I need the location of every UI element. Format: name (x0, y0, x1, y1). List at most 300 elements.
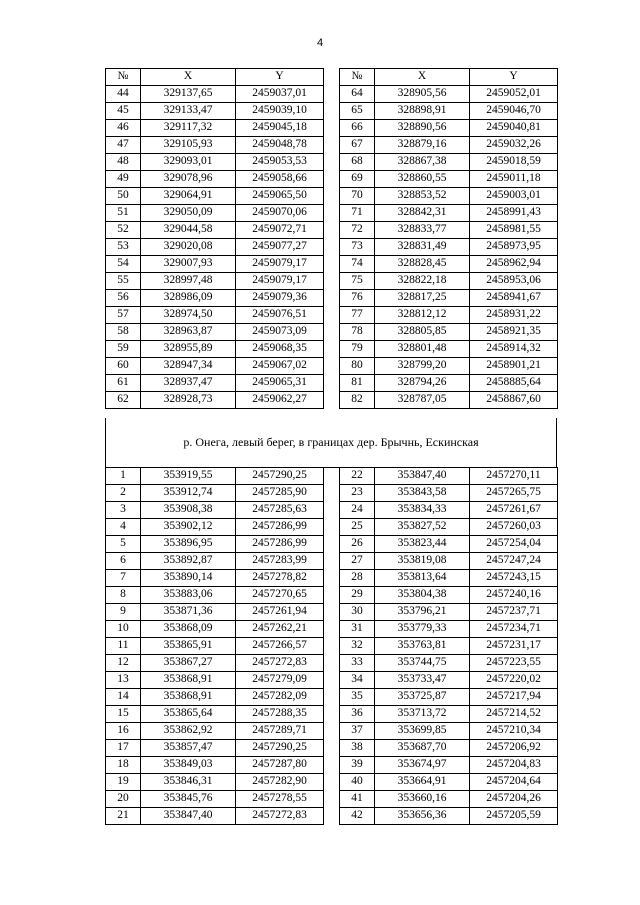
y-coordinate-cell: 2459072,71 (236, 222, 324, 239)
y-coordinate-cell: 2457261,94 (236, 604, 324, 621)
header-row (106, 69, 558, 86)
point-number-cell: 14 (106, 689, 141, 706)
x-coordinate-cell: 328805,85 (375, 324, 470, 341)
x-coordinate-cell: 328890,56 (375, 120, 470, 137)
y-coordinate-cell: 2457272,83 (236, 655, 324, 672)
y-coordinate-cell: 2457287,80 (236, 757, 324, 774)
x-coordinate-cell: 329050,09 (141, 205, 236, 222)
x-coordinate-cell: 353846,31 (141, 774, 236, 791)
point-number-cell: 79 (340, 341, 375, 358)
x-coordinate-cell: 328937,47 (141, 375, 236, 392)
y-coordinate-cell: 2457290,25 (236, 740, 324, 757)
y-coordinate-cell: 2458962,94 (470, 256, 558, 273)
point-number-cell: 48 (106, 154, 141, 171)
x-coordinate-cell: 328928,73 (141, 392, 236, 409)
point-number-cell: 15 (106, 706, 141, 723)
point-number-cell: 22 (340, 468, 375, 485)
point-number-cell: 12 (106, 655, 141, 672)
x-coordinate-cell: 328828,45 (375, 256, 470, 273)
number-header: № (106, 69, 141, 86)
y-coordinate-cell: 2457266,57 (236, 638, 324, 655)
point-number-cell: 40 (340, 774, 375, 791)
y-coordinate-cell: 2457286,99 (236, 519, 324, 536)
x-coordinate-cell: 353674,97 (375, 757, 470, 774)
point-number-cell: 33 (340, 655, 375, 672)
point-number-cell: 24 (340, 502, 375, 519)
column-gap (324, 621, 340, 638)
point-number-cell: 18 (106, 757, 141, 774)
y-coordinate-cell: 2459018,59 (470, 154, 558, 171)
table-row (106, 205, 558, 222)
column-gap (324, 672, 340, 689)
point-number-cell: 53 (106, 239, 141, 256)
column-gap (324, 536, 340, 553)
x-coordinate-cell: 353796,21 (375, 604, 470, 621)
x-coordinate-cell: 328986,09 (141, 290, 236, 307)
point-number-cell: 21 (106, 808, 141, 825)
x-coordinate-cell: 328787,05 (375, 392, 470, 409)
x-coordinate-cell: 353890,14 (141, 570, 236, 587)
table-row (106, 604, 558, 621)
x-coordinate-cell: 353892,87 (141, 553, 236, 570)
y-coordinate-cell: 2457282,90 (236, 774, 324, 791)
point-number-cell: 62 (106, 392, 141, 409)
point-number-cell: 47 (106, 137, 141, 154)
x-coordinate-cell: 328955,89 (141, 341, 236, 358)
x-coordinate-cell: 353857,47 (141, 740, 236, 757)
y-coordinate-cell: 2457278,55 (236, 791, 324, 808)
point-number-cell: 56 (106, 290, 141, 307)
column-gap (324, 689, 340, 706)
x-coordinate-cell: 353827,52 (375, 519, 470, 536)
point-number-cell: 8 (106, 587, 141, 604)
x-coordinate-cell: 353868,09 (141, 621, 236, 638)
section-caption: р. Онега, левый берег, в границах дер. Брычнь, Ескинская (105, 418, 557, 467)
x-coordinate-cell: 353699,85 (375, 723, 470, 740)
column-gap (324, 587, 340, 604)
table-row (106, 103, 558, 120)
x-coordinate-cell: 329078,96 (141, 171, 236, 188)
point-number-cell: 31 (340, 621, 375, 638)
x-coordinate-cell: 353912,74 (141, 485, 236, 502)
column-gap (324, 553, 340, 570)
number-header: № (340, 69, 375, 86)
point-number-cell: 6 (106, 553, 141, 570)
point-number-cell: 13 (106, 672, 141, 689)
y-coordinate-cell: 2459077,27 (236, 239, 324, 256)
x-coordinate-cell: 353868,91 (141, 672, 236, 689)
y-coordinate-cell: 2457223,55 (470, 655, 558, 672)
x-coordinate-cell: 353865,64 (141, 706, 236, 723)
y-coordinate-cell: 2457206,92 (470, 740, 558, 757)
point-number-cell: 2 (106, 485, 141, 502)
x-coordinate-cell: 353847,40 (375, 468, 470, 485)
y-coordinate-cell: 2458973,95 (470, 239, 558, 256)
column-gap (324, 375, 340, 392)
y-coordinate-cell: 2459003,01 (470, 188, 558, 205)
point-number-cell: 27 (340, 553, 375, 570)
x-coordinate-cell: 353919,55 (141, 468, 236, 485)
y-coordinate-cell: 2459032,26 (470, 137, 558, 154)
y-coordinate-cell: 2457204,64 (470, 774, 558, 791)
x-coordinate-cell: 353823,44 (375, 536, 470, 553)
x-coordinate-cell: 353733,47 (375, 672, 470, 689)
column-gap (324, 791, 340, 808)
x-coordinate-cell: 328817,25 (375, 290, 470, 307)
x-coordinate-cell: 353908,38 (141, 502, 236, 519)
y-coordinate-cell: 2457285,90 (236, 485, 324, 502)
table-row (106, 120, 558, 137)
column-gap (324, 324, 340, 341)
page-number: 4 (316, 37, 324, 49)
column-gap (324, 740, 340, 757)
table-row (106, 808, 558, 825)
point-number-cell: 54 (106, 256, 141, 273)
y-coordinate-cell: 2457289,71 (236, 723, 324, 740)
column-gap (324, 706, 340, 723)
y-header: Y (470, 69, 558, 86)
point-number-cell: 67 (340, 137, 375, 154)
table-row (106, 324, 558, 341)
table-row (106, 358, 558, 375)
y-coordinate-cell: 2457260,03 (470, 519, 558, 536)
y-coordinate-cell: 2457279,09 (236, 672, 324, 689)
x-coordinate-cell: 328860,55 (375, 171, 470, 188)
x-coordinate-cell: 353660,16 (375, 791, 470, 808)
point-number-cell: 41 (340, 791, 375, 808)
point-number-cell: 49 (106, 171, 141, 188)
x-coordinate-cell: 353849,03 (141, 757, 236, 774)
point-number-cell: 36 (340, 706, 375, 723)
x-coordinate-cell: 353656,36 (375, 808, 470, 825)
table-row (106, 341, 558, 358)
y-coordinate-cell: 2458941,67 (470, 290, 558, 307)
y-coordinate-cell: 2459062,27 (236, 392, 324, 409)
x-coordinate-cell: 329105,93 (141, 137, 236, 154)
y-coordinate-cell: 2458914,32 (470, 341, 558, 358)
table-row (106, 757, 558, 774)
x-coordinate-cell: 353871,36 (141, 604, 236, 621)
table-row (106, 706, 558, 723)
column-gap (324, 154, 340, 171)
x-coordinate-cell: 328997,48 (141, 273, 236, 290)
table-row (106, 655, 558, 672)
point-number-cell: 75 (340, 273, 375, 290)
point-number-cell: 1 (106, 468, 141, 485)
table-row (106, 154, 558, 171)
y-coordinate-cell: 2459079,17 (236, 256, 324, 273)
y-coordinate-cell: 2459068,35 (236, 341, 324, 358)
point-number-cell: 59 (106, 341, 141, 358)
point-number-cell: 11 (106, 638, 141, 655)
column-gap (324, 239, 340, 256)
x-coordinate-cell: 353725,87 (375, 689, 470, 706)
x-coordinate-cell: 353779,33 (375, 621, 470, 638)
y-coordinate-cell: 2457270,65 (236, 587, 324, 604)
y-coordinate-cell: 2459070,06 (236, 205, 324, 222)
y-coordinate-cell: 2457262,21 (236, 621, 324, 638)
column-gap (324, 570, 340, 587)
column-gap (324, 604, 340, 621)
point-number-cell: 77 (340, 307, 375, 324)
x-coordinate-cell: 328801,48 (375, 341, 470, 358)
y-coordinate-cell: 2457278,82 (236, 570, 324, 587)
y-coordinate-cell: 2457261,67 (470, 502, 558, 519)
x-coordinate-cell: 353843,58 (375, 485, 470, 502)
column-gap (324, 171, 340, 188)
y-coordinate-cell: 2457265,75 (470, 485, 558, 502)
x-coordinate-cell: 328963,87 (141, 324, 236, 341)
column-gap (324, 723, 340, 740)
y-coordinate-cell: 2458981,55 (470, 222, 558, 239)
y-coordinate-cell: 2459073,09 (236, 324, 324, 341)
table-row (106, 791, 558, 808)
y-coordinate-cell: 2459065,50 (236, 188, 324, 205)
table-row (106, 239, 558, 256)
x-coordinate-cell: 353902,12 (141, 519, 236, 536)
point-number-cell: 80 (340, 358, 375, 375)
y-coordinate-cell: 2458901,21 (470, 358, 558, 375)
table-row (106, 468, 558, 485)
point-number-cell: 30 (340, 604, 375, 621)
x-coordinate-cell: 353713,72 (375, 706, 470, 723)
coordinates-table-upper (105, 68, 558, 409)
y-coordinate-cell: 2457204,26 (470, 791, 558, 808)
column-gap (324, 468, 340, 485)
table-row (106, 723, 558, 740)
column-gap (324, 120, 340, 137)
y-header: Y (236, 69, 324, 86)
y-coordinate-cell: 2459039,10 (236, 103, 324, 120)
table-row (106, 621, 558, 638)
point-number-cell: 58 (106, 324, 141, 341)
y-coordinate-cell: 2457210,34 (470, 723, 558, 740)
x-coordinate-cell: 329020,08 (141, 239, 236, 256)
x-coordinate-cell: 328833,77 (375, 222, 470, 239)
x-coordinate-cell: 353862,92 (141, 723, 236, 740)
point-number-cell: 34 (340, 672, 375, 689)
x-coordinate-cell: 328947,34 (141, 358, 236, 375)
y-coordinate-cell: 2459079,17 (236, 273, 324, 290)
x-coordinate-cell: 328853,52 (375, 188, 470, 205)
point-number-cell: 52 (106, 222, 141, 239)
x-coordinate-cell: 353687,70 (375, 740, 470, 757)
y-coordinate-cell: 2457288,35 (236, 706, 324, 723)
point-number-cell: 82 (340, 392, 375, 409)
table-row (106, 587, 558, 604)
y-coordinate-cell: 2457204,83 (470, 757, 558, 774)
column-gap (324, 392, 340, 409)
x-coordinate-cell: 329044,58 (141, 222, 236, 239)
y-coordinate-cell: 2458953,06 (470, 273, 558, 290)
column-gap (324, 485, 340, 502)
y-coordinate-cell: 2457240,16 (470, 587, 558, 604)
point-number-cell: 50 (106, 188, 141, 205)
table-row (106, 256, 558, 273)
coordinates-table-lower (105, 467, 558, 825)
x-coordinate-cell: 329007,93 (141, 256, 236, 273)
point-number-cell: 5 (106, 536, 141, 553)
column-gap (324, 655, 340, 672)
x-coordinate-cell: 329137,65 (141, 86, 236, 103)
y-coordinate-cell: 2459079,36 (236, 290, 324, 307)
y-coordinate-cell: 2459040,81 (470, 120, 558, 137)
point-number-cell: 45 (106, 103, 141, 120)
y-coordinate-cell: 2459058,66 (236, 171, 324, 188)
point-number-cell: 25 (340, 519, 375, 536)
point-number-cell: 64 (340, 86, 375, 103)
point-number-cell: 10 (106, 621, 141, 638)
y-coordinate-cell: 2457231,17 (470, 638, 558, 655)
point-number-cell: 66 (340, 120, 375, 137)
y-coordinate-cell: 2459037,01 (236, 86, 324, 103)
y-coordinate-cell: 2457234,71 (470, 621, 558, 638)
y-coordinate-cell: 2459067,02 (236, 358, 324, 375)
x-coordinate-cell: 328812,12 (375, 307, 470, 324)
point-number-cell: 29 (340, 587, 375, 604)
point-number-cell: 9 (106, 604, 141, 621)
table-row (106, 740, 558, 757)
column-gap (324, 273, 340, 290)
point-number-cell: 76 (340, 290, 375, 307)
y-coordinate-cell: 2458885,64 (470, 375, 558, 392)
x-coordinate-cell: 328898,91 (375, 103, 470, 120)
point-number-cell: 26 (340, 536, 375, 553)
point-number-cell: 42 (340, 808, 375, 825)
table-row (106, 307, 558, 324)
point-number-cell: 57 (106, 307, 141, 324)
table-row (106, 502, 558, 519)
y-coordinate-cell: 2457254,04 (470, 536, 558, 553)
table-row (106, 392, 558, 409)
point-number-cell: 32 (340, 638, 375, 655)
point-number-cell: 65 (340, 103, 375, 120)
point-number-cell: 20 (106, 791, 141, 808)
table-row (106, 570, 558, 587)
point-number-cell: 23 (340, 485, 375, 502)
point-number-cell: 16 (106, 723, 141, 740)
x-coordinate-cell: 329117,32 (141, 120, 236, 137)
x-header: X (141, 69, 236, 86)
y-coordinate-cell: 2457247,24 (470, 553, 558, 570)
column-gap (324, 502, 340, 519)
column-gap (324, 137, 340, 154)
column-gap (324, 222, 340, 239)
column-gap (324, 103, 340, 120)
column-gap (324, 290, 340, 307)
y-coordinate-cell: 2457205,59 (470, 808, 558, 825)
y-coordinate-cell: 2457272,83 (236, 808, 324, 825)
table-row (106, 485, 558, 502)
y-coordinate-cell: 2457270,11 (470, 468, 558, 485)
point-number-cell: 74 (340, 256, 375, 273)
column-gap (324, 638, 340, 655)
y-coordinate-cell: 2457285,63 (236, 502, 324, 519)
column-gap (324, 341, 340, 358)
y-coordinate-cell: 2457286,99 (236, 536, 324, 553)
table-row (106, 375, 558, 392)
table-row (106, 672, 558, 689)
x-coordinate-cell: 353847,40 (141, 808, 236, 825)
x-coordinate-cell: 329064,91 (141, 188, 236, 205)
point-number-cell: 81 (340, 375, 375, 392)
x-coordinate-cell: 353744,75 (375, 655, 470, 672)
x-coordinate-cell: 353845,76 (141, 791, 236, 808)
point-number-cell: 35 (340, 689, 375, 706)
point-number-cell: 46 (106, 120, 141, 137)
x-coordinate-cell: 329133,47 (141, 103, 236, 120)
y-coordinate-cell: 2457282,09 (236, 689, 324, 706)
column-gap (324, 205, 340, 222)
y-coordinate-cell: 2459048,78 (236, 137, 324, 154)
x-coordinate-cell: 353763,81 (375, 638, 470, 655)
column-gap (324, 358, 340, 375)
table-row (106, 553, 558, 570)
y-coordinate-cell: 2458991,43 (470, 205, 558, 222)
y-coordinate-cell: 2457214,52 (470, 706, 558, 723)
x-coordinate-cell: 328822,18 (375, 273, 470, 290)
point-number-cell: 39 (340, 757, 375, 774)
table-row (106, 290, 558, 307)
point-number-cell: 28 (340, 570, 375, 587)
x-coordinate-cell: 353868,91 (141, 689, 236, 706)
x-coordinate-cell: 353819,08 (375, 553, 470, 570)
y-coordinate-cell: 2459046,70 (470, 103, 558, 120)
y-coordinate-cell: 2457283,99 (236, 553, 324, 570)
point-number-cell: 37 (340, 723, 375, 740)
table-row (106, 519, 558, 536)
x-coordinate-cell: 328842,31 (375, 205, 470, 222)
table-row (106, 222, 558, 239)
x-coordinate-cell: 353883,06 (141, 587, 236, 604)
y-coordinate-cell: 2459052,01 (470, 86, 558, 103)
point-number-cell: 7 (106, 570, 141, 587)
table-row (106, 273, 558, 290)
point-number-cell: 61 (106, 375, 141, 392)
y-coordinate-cell: 2457243,15 (470, 570, 558, 587)
point-number-cell: 44 (106, 86, 141, 103)
y-coordinate-cell: 2458931,22 (470, 307, 558, 324)
table-row (106, 137, 558, 154)
x-coordinate-cell: 328799,20 (375, 358, 470, 375)
x-coordinate-cell: 353664,91 (375, 774, 470, 791)
table-row (106, 86, 558, 103)
x-coordinate-cell: 353804,38 (375, 587, 470, 604)
y-coordinate-cell: 2459011,18 (470, 171, 558, 188)
point-number-cell: 3 (106, 502, 141, 519)
point-number-cell: 71 (340, 205, 375, 222)
x-coordinate-cell: 353896,95 (141, 536, 236, 553)
column-gap (324, 757, 340, 774)
column-gap (324, 69, 340, 86)
table-row (106, 689, 558, 706)
y-coordinate-cell: 2458921,35 (470, 324, 558, 341)
y-coordinate-cell: 2459053,53 (236, 154, 324, 171)
point-number-cell: 73 (340, 239, 375, 256)
point-number-cell: 69 (340, 171, 375, 188)
point-number-cell: 51 (106, 205, 141, 222)
column-gap (324, 86, 340, 103)
x-coordinate-cell: 353865,91 (141, 638, 236, 655)
column-gap (324, 519, 340, 536)
point-number-cell: 70 (340, 188, 375, 205)
y-coordinate-cell: 2458867,60 (470, 392, 558, 409)
y-coordinate-cell: 2459065,31 (236, 375, 324, 392)
x-header: X (375, 69, 470, 86)
table-row (106, 536, 558, 553)
y-coordinate-cell: 2459076,51 (236, 307, 324, 324)
column-gap (324, 774, 340, 791)
